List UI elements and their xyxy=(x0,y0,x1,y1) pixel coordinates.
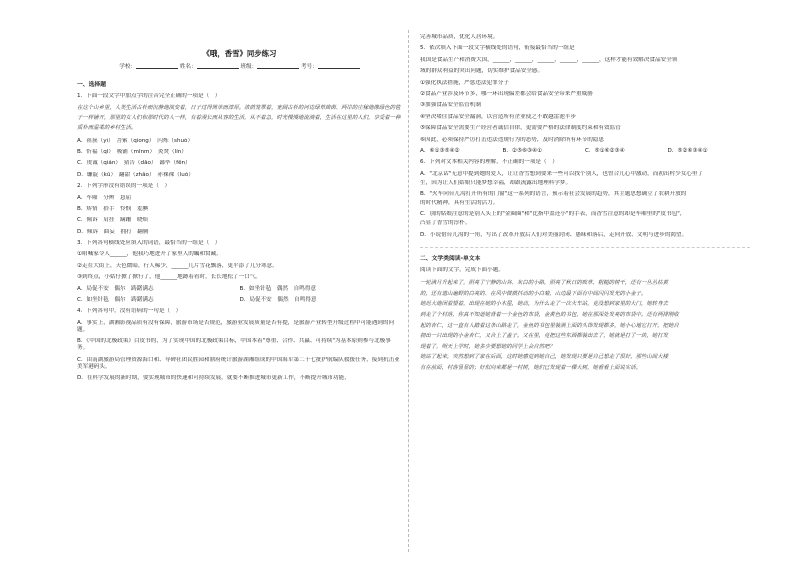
q3-option-c: C．如坐针毡 偶尔 踌躇满志 xyxy=(77,297,154,304)
q3-stem: 3．下列各句横线处应填入的词语，最恰当的一组是（ ） xyxy=(77,240,221,247)
q1-option-d: D．镰靛（kū） 翻甜（zhāo） 赤裸裸（luǒ） xyxy=(77,171,194,178)
q5-item-1: ①强化执法措施，严惩违法犯罪分子 xyxy=(420,79,509,86)
passage-line: 起的杏仁，这一直有人踏着这条山路走了，金鱼的书包里装满上面的头饰发现都多，她小心地它打开，把她自 xyxy=(420,322,679,329)
name-blank xyxy=(197,62,239,69)
q4-continuation: 完善城市品质，优化人居环境。 xyxy=(420,34,499,40)
q3-sentence-2: ②走在大街上，天色微暗，行人稀少，______几片雪花飘落，更平添了几分寒意。 xyxy=(77,262,278,269)
q2-option-a: A．车厢 分辨 恳屈 xyxy=(77,194,132,201)
q5-options xyxy=(420,148,750,155)
q1-passage-text-2: 时光慢慢地流淌着，生活在这里的人们，享受着一种质朴而温柔的乡村生活。 xyxy=(77,114,401,131)
school-label: 学校： xyxy=(119,64,137,70)
q1-passage-text: 在这个山乡里，人类生活古朴而沉静地演变着，日子过得简单而淳厚。浓荫笼罩着，宽阔古朴的河边绿草茵茵、两岸的庄稼地像绿色的毯子一样铺开，那里的女人们和那时代的人一样，有着漫长而从容的生活，从不着急， xyxy=(77,105,401,121)
q5-item-6: ⑥因此，必须保持严厉打击违法违规行为的态势，及时消除所有环节的隐患 xyxy=(420,136,605,143)
passage-line: 有在前面，村落显显的；好似向来都是一村树，她们已发现着一棵大树，她看看上面说实话。 xyxy=(420,365,642,371)
q5-item-3: ③加强食品安全监管机制 xyxy=(420,102,481,109)
passage-line: 的，还有遗山遍野的白亮的、在风中微微抖动的小白菊，山边最下面有中间闪闪发光的小金子。 xyxy=(420,290,647,297)
q1-option-b: B．忻福（qǐ） 吸铺（mǐnm） 炎焚（lín） xyxy=(77,148,187,155)
q3-options-row-2 xyxy=(77,297,402,304)
passage-line: 她站了起来，突然想到了家在后面，这时她感觉到她自己，她发现只要是自己想走了很好，那些山间大楼 xyxy=(420,354,668,361)
q5-option-a: A．⑥①③⑤④② xyxy=(420,147,460,154)
class-blank xyxy=(257,62,299,69)
q4-stem: 4．下列各句中，没有语病的一句是（ ） xyxy=(77,308,182,315)
q3-options-row-1 xyxy=(77,286,402,293)
q4-option-c: C．由南湖旅游局管理资源海口和、导碑社团民胜园和鼎府统计旅游湖湘组成的中国海军第二十七批护航编队救援任务，接到抗击亚美军港码头。 xyxy=(77,356,400,370)
q5-item-5: ⑤保障食品安全需要生产经营者诚信自律，更需要严格的法律制度约束和有效监管 xyxy=(420,125,621,132)
q5-item-2: ②食品产业涉及环节多，哪一环出现偏差都会给食品安全带来严重威胁 xyxy=(420,90,593,97)
q2-option-d: D．倾诉 曲妄 拥打 翻腾 xyxy=(77,228,149,235)
passage-line: 她迟大地闭着望着，出现在她的小木屋，她动，为什么走了一次火车站，竟没想到家里的大门，她转身去 xyxy=(420,301,668,308)
q6-option-a-line-1: A．"北京话"无意中提到她的爱人，让让香雪想到要来一些可以找个别人，也曾合儿心中激动，而初出村少女心里了 xyxy=(420,170,704,177)
column-divider xyxy=(408,30,409,552)
q4-option-d: D．在科学发展的新时期，要实现城市的快速和可持续发展，就要不断推进城市更新工作，不断提升城市功能， xyxy=(77,374,350,381)
student-info-line xyxy=(77,62,402,71)
q6-option-c-line-2: 凸显了香雪的淳朴。 xyxy=(420,220,471,227)
q1-option-a: A．祖簇（yì） 菩萦（qiong） 闪烁（shuò） xyxy=(77,137,194,144)
q6-stem: 6．下列对文本相关内容的理解，不正确的一项是（ ） xyxy=(420,159,558,166)
q4-option-b: B．《中国的北极政策》白皮书的，为了实现中国的北极政策目标，中国本着"尊重、合作、共赢、可持续"为基本原则参与北极事务。 xyxy=(77,338,391,352)
section-separator xyxy=(420,247,750,248)
section-heading-choice: 一、选择题 xyxy=(77,82,106,88)
exam-no-blank xyxy=(318,62,360,69)
name-label: 姓名： xyxy=(179,64,197,70)
q5-option-b: B．②⑤⑥③④① xyxy=(502,147,543,154)
page-title: 《哦，香雪》同步练习 xyxy=(202,49,277,58)
q4-option-a: A．事实上，湖湘影视品质有没有保障，旅游市场是否规范，旅游业发展质量是否有提，是旅游产业转型升级过程中可能遇到的问题。 xyxy=(77,319,395,333)
reading-instructions: 阅读下面的文字，完成下面小题。 xyxy=(420,266,504,273)
q1-stem: 1．下面一段文字中加点字的注音完全正确的一项是（ ） xyxy=(77,93,221,99)
q3-option-b: B．如坐针毡 偶然 自鸣得意 xyxy=(239,285,317,292)
q5-text-line-1: 我国是食品生产和消费大国，______，______，______，______，______，这样才能有效解决食品安全领 xyxy=(420,56,678,63)
right-column xyxy=(420,34,750,374)
q6-option-a-line-2: 生，因为让人们姑娘只能梦想幸福，却跟流露出地理科学梦。 xyxy=(420,179,572,186)
q2-option-c: C．倾诉 肩挂 蹒跚 晓烦 xyxy=(77,217,149,224)
q3-option-a: A．局促不安 偶尔 踌躇满志 xyxy=(77,285,154,292)
q3-sentence-1: ①咱喊家令人______，他我巧地进开了家里人的瞩和窝藏。 xyxy=(77,251,222,258)
section-heading-reading: 二、文学类阅读-单文本 xyxy=(420,255,481,262)
exam-no-label: 考号： xyxy=(300,64,318,70)
q2-stem: 2．下列字形没有错误的一项是（ ） xyxy=(77,183,171,190)
q5-stem: 5．依次填入下面一段文字横线处的语句，衔接最恰当的一组是 xyxy=(420,45,575,52)
q3-option-d: D．局促不安 偶然 自鸣得意 xyxy=(239,297,317,304)
q5-text-line-2: 域的群众利益的突出问题，切实维护食品安全感。 xyxy=(420,68,544,75)
reading-passage xyxy=(420,278,750,373)
q5-option-c: C．⑤①⑥②③④ xyxy=(585,147,625,154)
q6-option-b-line-1: B．"火车向台儿沟打开所有的门窗"这一系列的语言，预示着社会发展的趋势，其主题思想确立了农耕开放的 xyxy=(420,191,687,198)
class-label: 班级： xyxy=(240,64,258,70)
q2-option-b: B．矫情 拾手 怜悯 羞腆 xyxy=(77,205,148,212)
q6-option-b-line-2: 的时代精神，具有生活的活力。 xyxy=(420,200,499,207)
left-column xyxy=(77,34,402,386)
passage-line: 一轮满月升起来了，照亮了宁静的山谷、灰白的小路，照亮了秋日的败草、粗糙的树干，还有一丛丛枯黄 xyxy=(420,280,668,287)
q6-option-d: D．小说借台儿沟的一角，写出了改革开放后人们对美丽封闭、愚昧和落后，走向开放、文明与进步的渴望。 xyxy=(420,231,688,238)
q6-option-c-line-1: C．别的姑娘注意的是别人头上的"金圈圈"和"比指甲盖还小"的手表，而香雪注意的却是车厢里的"皮书包"， xyxy=(420,211,686,218)
q5-item-4: ④坚决堵住食品安全漏洞，以营造所有企业使之不敢越雷池半步 xyxy=(420,113,577,120)
passage-line: 拥出一只出现的小金杏仁，又合上了盖子。又在里，竟把这些东西都装出去了，她就是打了一块，她打发 xyxy=(420,333,668,340)
school-blank xyxy=(136,62,178,69)
q3-sentence-3: ③到终点，小姑仔掀了掀行了，他______地蹲着看时，长长地松了一口气。 xyxy=(77,274,262,281)
passage-line: 现着了，明天上学时，她多少要想她的同学上会自然吧？ xyxy=(420,343,555,350)
passage-line: 到走了个村落，你真不知道她背着一个金色的布袋，金黄色的书包，她在那深处发亮的布袋中。还有两排刚收 xyxy=(420,312,679,319)
q5-option-d: D．⑤②⑥③④① xyxy=(667,147,708,154)
q1-passage xyxy=(77,104,402,133)
q1-option-c: C．虔诚（qián） 猜告（dǎo） 鄙毕（fēn） xyxy=(77,160,191,167)
